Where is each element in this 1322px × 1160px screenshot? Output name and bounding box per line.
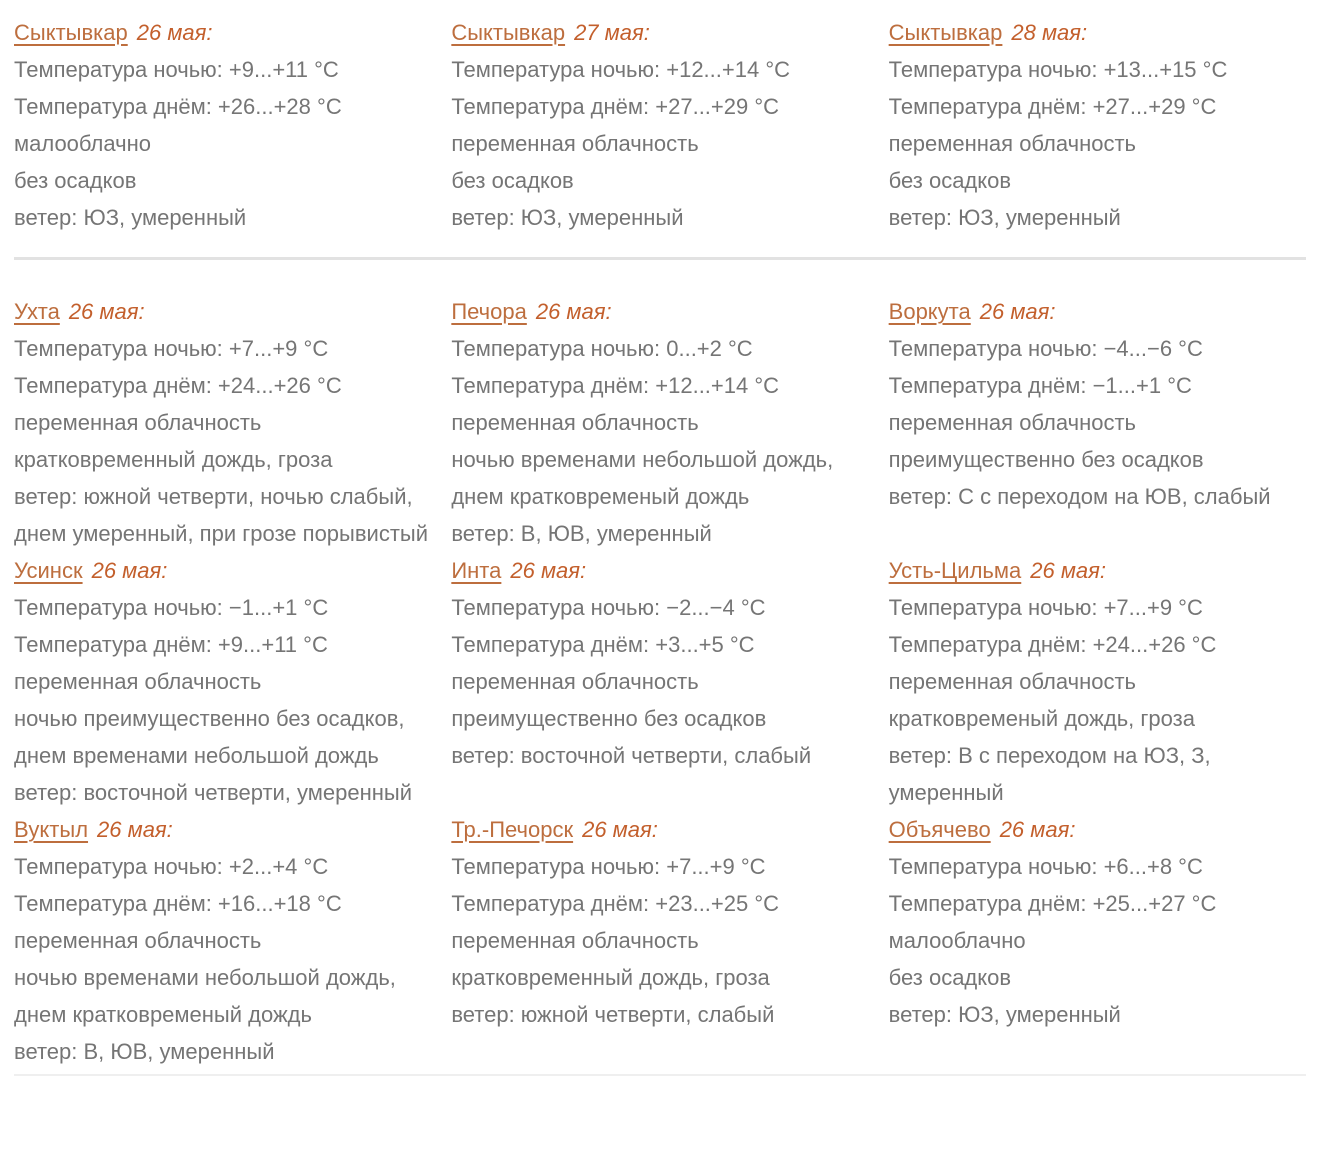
precip-line: без осадков — [14, 168, 137, 193]
city-link[interactable]: Инта — [451, 558, 502, 583]
forecast-date: 26 мая: — [979, 299, 1056, 324]
forecast-block — [889, 552, 1306, 811]
city-link[interactable]: Печора — [451, 299, 527, 324]
wind-line: ветер: восточной четверти, слабый — [451, 743, 812, 768]
forecast-heading — [14, 811, 431, 848]
forecast-heading — [14, 293, 431, 330]
city-link[interactable]: Ухта — [14, 299, 60, 324]
temp-day-line: Температура днём: +26...+28 °C — [14, 94, 342, 119]
precip-line: ночью преимущественно без осадков, днем временами небольшой дождь — [14, 706, 405, 768]
temp-night-line: Температура ночью: +7...+9 °C — [14, 336, 329, 361]
clouds-line: переменная облачность — [451, 669, 699, 694]
temp-day-line: Температура днём: +23...+25 °C — [451, 891, 780, 916]
clouds-line: малооблачно — [14, 131, 151, 156]
temp-day-line: Температура днём: +24...+26 °C — [14, 373, 342, 398]
forecast-heading — [889, 552, 1306, 589]
forecast-heading — [14, 14, 431, 51]
forecast-heading — [451, 811, 868, 848]
forecast-date: 26 мая: — [1030, 558, 1107, 583]
forecast-date: 26 мая: — [510, 558, 587, 583]
temp-night-line: Температура ночью: +7...+9 °C — [451, 854, 766, 879]
forecast-heading — [889, 293, 1306, 330]
precip-line: кратковременный дождь, гроза — [14, 447, 333, 472]
temp-night-line: Температура ночью: +12...+14 °C — [451, 57, 791, 82]
wind-line: ветер: ЮЗ, умеренный — [14, 205, 247, 230]
wind-line: ветер: ЮЗ, умеренный — [451, 205, 684, 230]
forecast-heading — [889, 14, 1306, 51]
forecast-heading — [451, 552, 868, 589]
forecast-date: 26 мая: — [97, 817, 173, 842]
forecast-section-regions — [14, 293, 1306, 1070]
forecast-block — [889, 14, 1306, 236]
temp-day-line: Температура днём: +27...+29 °C — [888, 94, 1217, 119]
city-link[interactable]: Воркута — [888, 299, 971, 324]
clouds-line: переменная облачность — [888, 131, 1137, 156]
precip-line: кратковременный дождь, гроза — [451, 965, 770, 990]
clouds-line: переменная облачность — [14, 410, 262, 435]
wind-line: ветер: восточной четверти, умеренный — [14, 780, 413, 805]
wind-line: ветер: В, ЮВ, умеренный — [14, 1039, 275, 1064]
wind-line: ветер: южной четверти, ночью слабый, днем умеренный, при грозе порывистый — [14, 484, 429, 546]
forecast-block — [14, 293, 431, 552]
precip-line: преимущественно без осадков — [451, 706, 767, 731]
city-link[interactable]: Усть-Цильма — [888, 558, 1022, 583]
forecast-heading — [14, 552, 431, 589]
forecast-date: 27 мая: — [574, 20, 650, 45]
city-link[interactable]: Объячево — [888, 817, 991, 842]
forecast-block — [14, 14, 431, 236]
forecast-block — [14, 811, 431, 1070]
city-link[interactable]: Тр.-Печорск — [451, 817, 574, 842]
precip-line: без осадков — [451, 168, 574, 193]
temp-day-line: Температура днём: +24...+26 °C — [888, 632, 1217, 657]
wind-line: ветер: В, ЮВ, умеренный — [451, 521, 712, 546]
forecast-date: 26 мая: — [68, 299, 145, 324]
city-link[interactable]: Сыктывкар — [888, 20, 1003, 45]
city-link[interactable]: Сыктывкар — [14, 20, 128, 45]
clouds-line: переменная облачность — [14, 928, 262, 953]
bottom-divider — [14, 1074, 1306, 1076]
clouds-line: переменная облачность — [451, 410, 699, 435]
clouds-line: переменная облачность — [888, 410, 1137, 435]
section-divider — [14, 257, 1306, 260]
clouds-line: переменная облачность — [451, 928, 699, 953]
precip-line: без осадков — [888, 168, 1012, 193]
temp-night-line: Температура ночью: −2...−4 °C — [451, 595, 766, 620]
temp-day-line: Температура днём: +12...+14 °C — [451, 373, 780, 398]
temp-day-line: Температура днём: +25...+27 °C — [888, 891, 1217, 916]
temp-day-line: Температура днём: −1...+1 °C — [888, 373, 1192, 398]
forecast-heading — [889, 811, 1306, 848]
forecast-date: 26 мая: — [999, 817, 1076, 842]
city-link[interactable]: Вуктыл — [14, 817, 89, 842]
wind-line: ветер: южной четверти, слабый — [451, 1002, 775, 1027]
precip-line: кратковременый дождь, гроза — [888, 706, 1195, 731]
temp-night-line: Температура ночью: −4...−6 °C — [888, 336, 1203, 361]
clouds-line: малооблачно — [888, 928, 1026, 953]
clouds-line: переменная облачность — [451, 131, 699, 156]
forecast-date: 28 мая: — [1011, 20, 1088, 45]
forecast-date: 26 мая: — [535, 299, 612, 324]
forecast-section-syktyvkar — [14, 14, 1306, 236]
clouds-line: переменная облачность — [14, 669, 262, 694]
wind-line: ветер: ЮЗ, умеренный — [888, 1002, 1121, 1027]
wind-line: ветер: ЮЗ, умеренный — [888, 205, 1121, 230]
temp-day-line: Температура днём: +3...+5 °C — [451, 632, 755, 657]
precip-line: преимущественно без осадков — [888, 447, 1204, 472]
temp-night-line: Температура ночью: +7...+9 °C — [888, 595, 1203, 620]
forecast-date: 26 мая: — [582, 817, 658, 842]
temp-night-line: Температура ночью: +13...+15 °C — [888, 57, 1228, 82]
temp-day-line: Температура днём: +16...+18 °C — [14, 891, 342, 916]
forecast-block — [451, 552, 868, 774]
temp-day-line: Температура днём: +27...+29 °C — [451, 94, 780, 119]
clouds-line: переменная облачность — [888, 669, 1137, 694]
temp-night-line: Температура ночью: +9...+11 °C — [14, 57, 339, 82]
forecast-block — [451, 811, 868, 1033]
wind-line: ветер: В с переходом на ЮЗ, З, умеренный — [888, 743, 1211, 805]
temp-day-line: Температура днём: +9...+11 °C — [14, 632, 328, 657]
city-link[interactable]: Усинск — [14, 558, 83, 583]
precip-line: ночью временами небольшой дождь, днем кратковременый дождь — [14, 965, 396, 1027]
temp-night-line: Температура ночью: +2...+4 °C — [14, 854, 329, 879]
forecast-heading — [451, 293, 868, 330]
forecast-block — [451, 14, 868, 236]
forecast-date: 26 мая: — [136, 20, 213, 45]
temp-night-line: Температура ночью: −1...+1 °C — [14, 595, 329, 620]
forecast-block — [889, 293, 1306, 515]
forecast-block — [451, 293, 868, 552]
forecast-block — [889, 811, 1306, 1033]
temp-night-line: Температура ночью: +6...+8 °C — [888, 854, 1203, 879]
forecast-date: 26 мая: — [91, 558, 168, 583]
city-link[interactable]: Сыктывкар — [451, 20, 566, 45]
wind-line: ветер: С с переходом на ЮВ, слабый — [888, 484, 1271, 509]
precip-line: без осадков — [888, 965, 1012, 990]
precip-line: ночью временами небольшой дождь, днем кратковременый дождь — [451, 447, 834, 509]
temp-night-line: Температура ночью: 0...+2 °C — [451, 336, 753, 361]
forecast-block — [14, 552, 431, 811]
forecast-heading — [451, 14, 868, 51]
